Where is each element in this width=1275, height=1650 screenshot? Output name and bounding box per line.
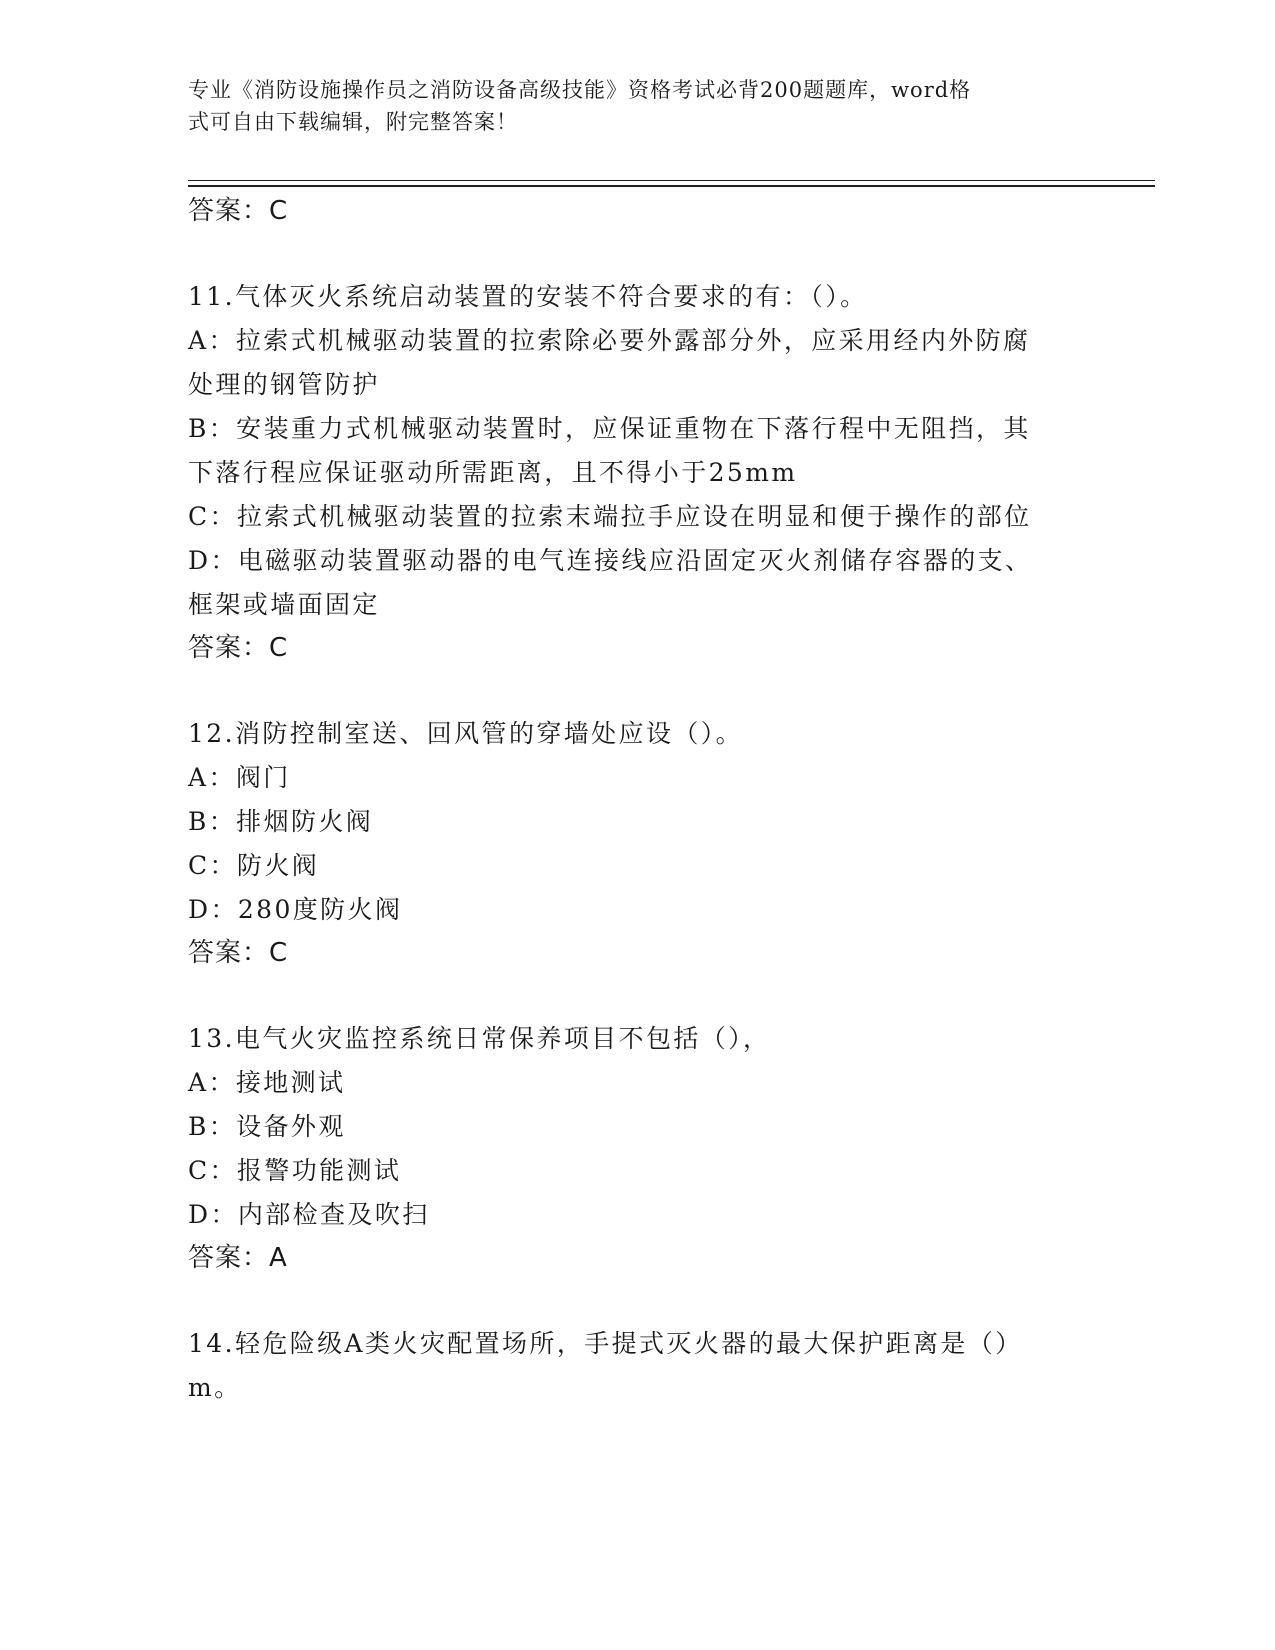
q12-option-d: D：280度防火阀 bbox=[188, 895, 403, 924]
q13-stem: 13.电气火灾监控系统日常保养项目不包括（）， bbox=[188, 1024, 771, 1053]
q11-stem: 11.气体灭火系统启动装置的安装不符合要求的有：（）。 bbox=[188, 282, 868, 311]
q13-option-a: A：接地测试 bbox=[188, 1068, 346, 1097]
q14-stem-line1: 14.轻危险级A类火灾配置场所，手提式灭火器的最大保护距离是（） bbox=[188, 1329, 1023, 1358]
q12-stem: 12.消防控制室送、回风管的穿墙处应设（）。 bbox=[188, 719, 744, 748]
header-line-2: 式可自由下载编辑，附完整答案！ bbox=[188, 110, 518, 134]
q13-answer: 答案：A bbox=[188, 1243, 288, 1273]
q11-option-b-line2: 下落行程应保证驱动所需距离，且不得小于25mm bbox=[188, 458, 798, 487]
q12-option-a: A：阀门 bbox=[188, 763, 291, 792]
q12-answer: 答案：C bbox=[188, 938, 289, 968]
q11-answer: 答案：C bbox=[188, 633, 289, 663]
q14-stem-line2: m。 bbox=[188, 1373, 242, 1402]
q13-option-d: D：内部检查及吹扫 bbox=[188, 1200, 430, 1229]
header-rule-thin bbox=[188, 180, 1155, 181]
q11-option-c: C：拉索式机械驱动装置的拉索末端拉手应设在明显和便于操作的部位 bbox=[188, 502, 1032, 531]
q13-option-c: C：报警功能测试 bbox=[188, 1156, 402, 1185]
header-rule-thick bbox=[188, 185, 1155, 187]
q12-option-c: C：防火阀 bbox=[188, 851, 320, 880]
q13-option-b: B：设备外观 bbox=[188, 1112, 346, 1141]
q11-option-a-line1: A：拉索式机械驱动装置的拉索除必要外露部分外，应采用经内外防腐 bbox=[188, 326, 1031, 355]
header-line-1: 专业《消防设施操作员之消防设备高级技能》资格考试必背200题题库，word格 bbox=[188, 78, 972, 102]
document-header bbox=[188, 74, 1068, 138]
q11-option-a-line2: 处理的钢管防护 bbox=[188, 370, 380, 399]
q11-option-b-line1: B：安装重力式机械驱动装置时，应保证重物在下落行程中无阻挡，其 bbox=[188, 414, 1031, 443]
q12-option-b: B：排烟防火阀 bbox=[188, 807, 374, 836]
answer-q10: 答案：C bbox=[188, 196, 289, 226]
q11-option-d-line2: 框架或墙面固定 bbox=[188, 590, 380, 619]
q11-option-d-line1: D：电磁驱动装置驱动器的电气连接线应沿固定灭火剂储存容器的支、 bbox=[188, 546, 1033, 575]
